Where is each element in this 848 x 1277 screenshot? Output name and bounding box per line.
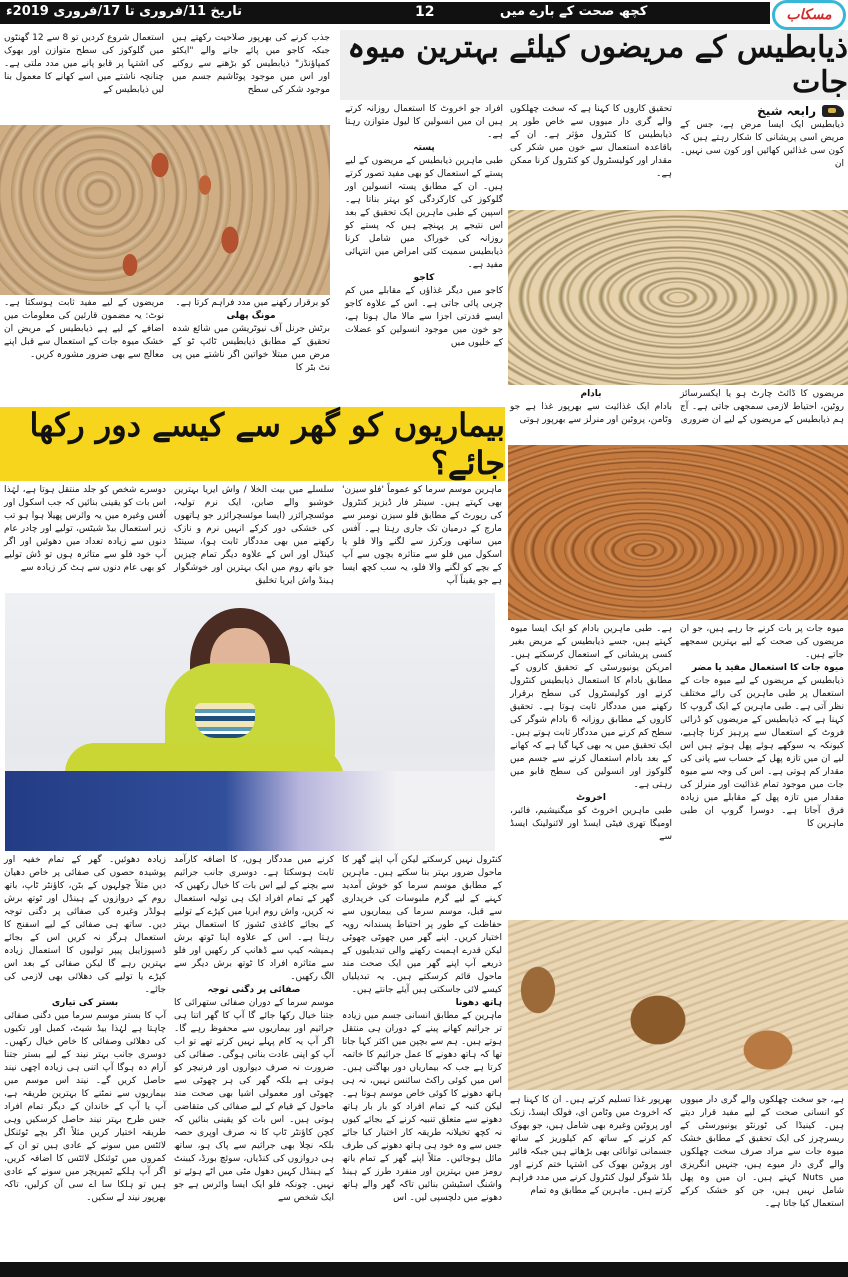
article1-column bbox=[510, 388, 672, 427]
subheading-useful-or-harmful: میوہ جات کا استعمال مفید یا مضر bbox=[691, 663, 844, 673]
article1-column bbox=[172, 297, 330, 375]
paragraph: سلسلے میں بیت الخلا / واش ایریا بہترین خوشبو والے صابن، ایک نرم تولیہ، موئسچرائزر (ایسا موئسچرائزر جو ہاتھوں کی خشکی دور کرکے انہیں نرم و نازک رکھنے میں بھی مددگار ثابت ہو)، سینٹڈ کینڈل اور اس کے علاوہ دیگر تمام چیزیں جو باتھ روم میں ایک بہترین اور خوشگوار ہینڈ واش ایریا تخلیق bbox=[174, 485, 334, 586]
walnuts-photo bbox=[508, 920, 848, 1090]
author-name: رابعہ شیخ bbox=[757, 104, 816, 118]
paragraph: دوسرے شخص کو جلد منتقل ہوتا ہے، لہٰذا اس بات کو یقینی بنائیں کہ جب اسکول اور آفس وغیرہ میں یہ وائرس پھیلا ہوا ہو تب زیر استعمال بیڈ شیٹس، تولیے اور چادر عام دنوں سے زیادہ تعداد میں دھوئیں اور اگر آپ خود فلو سے متاثرہ ہوں تو ڈش تولیے کو بھی عام دنوں سے ہٹ کر زیادہ سے bbox=[4, 485, 166, 573]
footer-bar bbox=[0, 1262, 848, 1277]
paragraph: مریضوں کا ڈائٹ چارٹ ہو یا ایکسرسائز روٹین، احتیاط لازمی سمجھی جاتی ہے۔ آج ہم ذیابطیس کے مریضوں کے لیے ان ضروری bbox=[680, 389, 844, 425]
paragraph: افراد جو اخروٹ کا استعمال روزانہ کرتے ہیں ان میں انسولین کا لیول متوازن رہتا ہے۔ bbox=[345, 104, 503, 140]
paragraph: کنٹرول نہیں کرسکتے لیکن آپ اپنے گھر کا ماحول ضرور بہتر بنا سکتے ہیں۔ ماہرین کے مطابق موسم سرما کو خوش آمدید کہنے کے لیے گرم ملبوسات کی خریداری سے قبل، موسم سرما کی بیماریوں سے حفاظت کے طور پر احتیاط پسندانہ رویہ اختیار کریں۔ اپنے گھر میں چھوٹی چھوٹی لیکن قدرے اہمیت رکھنے والی تبدیلیوں کے ذریعے آپ اپنے گھر میں ایک صحت مند ماحول قائم کرسکتے ہیں۔ یہ تبدیلیاں کیسے لائی جاسکتی ہیں آیئے جانتے ہیں۔ bbox=[342, 855, 502, 995]
photo-detail bbox=[195, 703, 255, 738]
paragraph: طبی ماہرین ذیابطیس کے مریضوں کے لیے پستے کے استعمال کو بھی مفید تصور کرتے ہیں۔ ان کے مطابق پستہ انسولین اور گلوکوز کی کارکردگی کو بہتر بناتا ہے۔ اسپین کے طبی ماہرین ایک تحقیق کے بعد اس نتیجے پر پہنچے ہیں کہ پستے کو روزانہ کی خوراک میں شامل کرنا ذیابطیس سمیت کئی امراض میں انتہائی مفید ہے۔ bbox=[345, 156, 503, 270]
logo-text: مسکاب bbox=[786, 7, 832, 23]
paragraph: تحقیق کاروں کا کہنا ہے کہ سخت چھلکوں والے گری دار میووں سے خاص طور پر ذیابطیس کا کنٹرول مؤثر ہے۔ ان کے باقاعدہ استعمال سے خون میں شکر کی مقدار اور کولیسٹرول کو کنٹرول کرنا ممکن ہے۔ bbox=[510, 104, 672, 179]
article2-column bbox=[174, 854, 334, 1205]
paragraph: بادام ایک غذائیت سے بھرپور غذا ہے جو وٹامن، پروٹین اور منرلز سے بھرپور ہوتی bbox=[510, 402, 672, 425]
subheading-almond: بادام bbox=[580, 389, 602, 399]
paragraph: جذب کرنے کی بھرپور صلاحیت رکھتے ہیں جبکہ کاجو میں پائے جانے والے "ایکٹو کمپاؤنڈز" ذیابطیس کو بڑھنے سے روکنے اور اس میں موجود پوٹاشیم جسم میں موجود شکر کی سطح bbox=[172, 33, 330, 95]
paragraph: ذیابطیس ایک ایسا مرض ہے، جس کے مریض اسی پریشانی کا شکار رہتے ہیں کہ کون سی غذائیں کھائیں اور کون سی نہیں۔ ان bbox=[680, 120, 844, 169]
subheading-pistachio: پستہ bbox=[413, 143, 435, 153]
peanuts-photo bbox=[0, 125, 330, 295]
article2-column bbox=[342, 484, 502, 588]
paragraph: استعمال شروع کردیں تو 8 سے 12 گھنٹوں میں گلوکوز کی سطح متوازن اور بھوک کی اشتہا پر قابو پانے میں مدد ملتی ہے۔ چنانچہ ناشتے میں اسے کھانے کا معمول بنا لیں ذیابطیس کے bbox=[4, 33, 164, 95]
paragraph: کرنے میں مددگار ہوں، کا اضافہ کارآمد ثابت ہوسکتا ہے۔ دوسری جانب جراثیم سے بچنے کے لیے اس بات کا خیال رکھیں کہ گھر کے تمام افراد ایک ہی تولیہ استعمال نہ کریں، واش روم ایریا میں کپڑے کے تولیے کے بجائے کاغذی ٹشوز کا استعمال بہتر رہتا ہے۔ اس کے علاوہ اپنا ٹوتھ برش ہمیشہ کیپ سے ڈھانپ کر رکھیں اور فلو سے متاثرہ افراد کا ٹوتھ برش دیگر سے الگ رکھیں۔ bbox=[174, 855, 334, 982]
byline bbox=[680, 103, 844, 119]
article1-column bbox=[680, 103, 844, 171]
article2-column bbox=[342, 854, 502, 1205]
subheading-walnut: اخروٹ bbox=[576, 793, 606, 803]
subheading-cashew: کاجو bbox=[413, 273, 435, 283]
article2-column bbox=[174, 484, 334, 588]
paragraph: ہے، جو سخت چھلکوں والے گری دار میووں کو انسانی صحت کے لیے مفید قرار دیتے ہیں۔ کینیڈا کی ٹورنٹو یونیورسٹی کے ریسرچرز کی ایک تحقیق کے مطابق خشک میوہ جات سے مراد صرف سخت چھلکوں والے گری دار میوے ہیں، جنہیں انگریزی میں Nuts کہتے ہیں۔ ان میں وہ پھل شامل نہیں ہیں، جن کو خشک کرکے استعمال کیا جاتا ہے۔ bbox=[680, 1095, 844, 1209]
editor-note: نوٹ: یہ مضمون قارئین کی معلومات میں اضافے کے لیے ہے ذیابطیس کے مریض ان خشک میوہ جات کے استعمال سے قبل اپنے معالج سے بھی ضرور مشورہ کریں۔ bbox=[4, 311, 164, 360]
page-number: 12 bbox=[415, 4, 435, 20]
article1-column bbox=[510, 1094, 672, 1198]
paragraph: بھرپور غذا تسلیم کرتے ہیں۔ ان کا کہنا ہے کہ اخروٹ میں وٹامن ای، فولک ایسڈ، زنک اور پروٹین وغیرہ بھی شامل ہیں، جو بھوک کم کرنے کے ساتھ کم کیلوریز کے ساتھ جسمانی توانائی بھی بڑھاتے ہیں جبکہ فائبر اور پروٹین بھوک کی اشتہا ختم کرنے اور بلڈ شوگر لیول کنٹرول کرنے میں مدد فراہم کرتے ہیں۔ ماہرین کے مطابق وہ تمام bbox=[510, 1095, 672, 1196]
subheading-bed: بستر کی تیاری bbox=[51, 998, 119, 1008]
photo-detail bbox=[5, 771, 495, 851]
paragraph: برٹش جرنل آف نیوٹریشن میں شائع شدہ تحقیق کے مطابق ذیابطیس ٹائپ ٹو کے مرض میں مبتلا خواتین اگر ناشتے میں پی نٹ بٹر کا bbox=[172, 324, 330, 373]
pistachios-photo bbox=[508, 210, 848, 385]
article2-headline: بیماریوں کو گھر سے کیسے دور رکھا جائے؟ bbox=[0, 407, 505, 481]
paragraph: کو برقرار رکھنے میں مدد فراہم کرتا ہے۔ bbox=[175, 298, 330, 308]
article1-column bbox=[510, 103, 672, 181]
article1-column bbox=[680, 388, 844, 427]
paragraph: موسم سرما کے دوران صفائی ستھرائی کا جتنا خیال رکھا جائے گا آپ کا گھر اتنا ہی جراثیم اور بیماریوں سے محفوظ رہے گا۔ اگر آپ یہ کام پہلے نہیں کرتے تھے تو اب آپ کو اپنی عادت بنانی ہوگی۔ صفائی کی ضرورت نہ صرف دیواروں اور فرنیچر کو ہوتی ہے بلکہ گھر کی ہر چھوٹی سے چھوٹی اور معمولی اشیا بھی صحت مند ماحول کے قیام کے لیے صفائی کی متقاضی ہوتی ہیں۔ اس بات کو یقینی بنائیں کہ کچن کاؤنٹر ٹاپ کا نہ صرف اوپری حصہ بلکہ نچلا بھی جراثیم سے پاک ہو، ساتھ ہی دروازوں کی کنڈیاں، سوئچ بورڈ، کیبنٹ کے ہینڈل کہیں دھول مٹی میں اٹے ہوئے تو نہیں۔ چونکہ فلو ایک ایسا وائرس ہے جو ایک شخص سے bbox=[174, 998, 334, 1203]
article1-column bbox=[345, 103, 503, 350]
paragraph: ذیابطیس کے مریضوں کے لیے میوہ جات کے استعمال پر طبی ماہرین کی رائے مختلف نظر آتی ہے۔ طبی ماہرین کے ایک گروپ کا کہنا ہے کہ ذیابطیس کے مریضوں کو ڈرائی فروٹ کے استعمال سے پرہیز کرنا چاہیے، کیونکہ یہ سوکھے ہوئے پھل ہوتے ہیں اس لیے ان میں تازہ پھل کے حساب سے پانی کی مقدار کم ہوتی ہے۔ اس کی وجہ سے میوہ جات میں موجود تمام غذائیت اور منرلز کی مقدار میں تازہ پھل کے مقابلے میں زیادہ فرق آجاتا ہے۔ دوسرا گروپ ان طبی ماہرین کا bbox=[680, 676, 844, 829]
article1-column bbox=[4, 297, 164, 362]
paragraph: ماہرین کے مطابق انسانی جسم میں زیادہ تر جراثیم کھانے پینے کے دوران ہی منتقل ہوتے ہیں۔ ہم سے بچپن میں اکثر کہا جاتا تھا کہ ہاتھ دھونے کا عمل جراثیم کا خاتمہ کرتا ہے جب کہ بیماریاں دور بھاگتی ہیں۔ اس میں کوئی راکٹ سائنس نہیں، نہ ہی ہاتھ دھونے کا کوئی خاص موسم ہوتا ہے۔ لیکن کنبہ کے تمام افراد کو بار بار ہاتھ دھونے سے متعلق تنبیہ کرنے کے بجائے کیوں نہ کچھ تخیلانہ طریقہ کار اختیار کیا جائے جس سے وہ خود ہی ہاتھ دھونے کی طرف مائل ہوجائیں۔ مثلاً اپنے گھر کے تمام باتھ رومز میں بہترین اور منفرد طرز کے ہینڈ واشنگ اسٹیشن بنائیں تاکہ گھر والے ہاتھ دھونے میں دلچسپی لیں۔ اس bbox=[342, 1011, 502, 1203]
article2-column bbox=[4, 484, 166, 575]
publication-logo bbox=[772, 0, 846, 30]
almonds-photo bbox=[508, 445, 848, 620]
masthead-bar bbox=[0, 2, 770, 24]
paragraph: مریضوں کے لیے مفید ثابت ہوسکتا ہے۔ bbox=[4, 298, 164, 308]
article1-headline: ذیابطیس کے مریضوں کیلئے بہترین میوہ جات bbox=[340, 30, 848, 100]
subheading-cleaning: صفائی پر دگنی توجہ bbox=[207, 985, 301, 995]
paragraph: میوہ جات پر بات کرنے جا رہے ہیں، جو ان مریضوں کی صحت کے لیے بہترین سمجھے جاتے ہیں۔ bbox=[680, 624, 844, 660]
paragraph: کاجو میں دیگر غذاؤں کے مقابلے میں کم چربی پائی جاتی ہے۔ اس کے علاوہ کاجو ایسے قدرتی اجزا سے مالا مال ہوتا ہے، جو خون میں موجود انسولین کو عضلات کے خلیوں میں bbox=[345, 286, 503, 348]
sick-woman-photo bbox=[5, 593, 495, 851]
section-title: کچھ صحت کے بارے میں bbox=[500, 4, 648, 19]
subheading-handwashing: ہاتھ دھونا bbox=[455, 998, 502, 1008]
article1-column bbox=[680, 1094, 844, 1211]
paragraph: زیادہ دھوئیں۔ گھر کے تمام خفیہ اور پوشیدہ حصوں کی صفائی پر خاص دھیان دیں مثلاً چولہوں کے بٹن، کاؤنٹر ٹاپ، باتھ روم کے دروازوں کے ہینڈل اور ٹوتھ برش ہولڈر وغیرہ کی صفائی پر دگنی توجہ دیں۔ ساتھ ہی صفائی کے لیے اسفنج کا استعمال ہرگز نہ کریں اس کے بجائے ڈسپوزایبل پیپر تولیوں کا استعمال زیادہ بہترین رہے گا لیکن صفائی کے بعد اس کپڑے یا تولیے کی دھلائی بھی لازمی کی جائے۔ bbox=[4, 855, 166, 995]
subheading-peanut: مونگ پھلی bbox=[226, 311, 276, 321]
paragraph: آپ کا بستر موسم سرما میں دگنی صفائی چاہتا ہے لہٰذا بیڈ شیٹ، کمبل اور تکیوں کی دھلائی وصفائی کا خاص خیال رکھیں۔ دوسری جانب بہتر نیند کے لیے بستر جتنا آرام دہ ہوگا آپ اتنی ہی زیادہ اچھی نیند حاصل کریں گے۔ نیند اس موسم میں بیماریوں سے نمٹنے کا بہترین طریقہ ہے، آپ یا آپ کے خاندان کے دیگر تمام افراد جس طرح بہتر نیند حاصل کرسکیں وہی طریقہ اختیار کریں مثلاً اگر بچے ٹوئنکل لائٹس میں سونے کے عادی ہیں تو ان کے کمروں میں ٹوئنکل لائٹس کا اضافہ کریں، اگر آپ ہلکے ٹمپریچر میں سونے کے عادی ہیں تو ہلکا سا اے سی آن کرلیں، تاکہ بھرپور نیند لے سکیں۔ bbox=[4, 1011, 166, 1203]
paragraph: ہے۔ طبی ماہرین بادام کو ایک ایسا میوہ کہتے ہیں، جسے ذیابطیس کے مریض بغیر کسی پریشانی کے استعمال کرسکتے ہیں۔ امریکن یونیورسٹی کے تحقیق کاروں کے مطابق بادام کا استعمال ذیابطیس کنٹرول کرنے اور کولیسٹرول کی سطح برقرار رکھنے میں مددگار ثابت ہوتا ہے۔ تحقیق کاروں کے مطابق روزانہ 6 بادام شوگر کی سطح کم کرنے میں مددگار ثابت ہوتے ہیں۔ ایک تحقیق میں یہ بھی کہا گیا ہے کہ کھانے کے بعد بادام استعمال کرنے سے جسم میں گلوکوز اور انسولین کی سطح قابو میں رہتی ہے۔ bbox=[510, 624, 673, 790]
article1-column bbox=[4, 32, 164, 97]
issue-date: تاریخ 11/فروری تا 17/فروری 2019ء bbox=[6, 4, 243, 19]
article1-column bbox=[510, 623, 672, 844]
paragraph: ماہرین موسم سرما کو عموماً 'فلو سیزن' بھی کہتے ہیں۔ سینٹر فار ڈیزیز کنٹرول کی رپورٹ کے مطابق فلو سیزن نومبر سے مارچ کے درمیان تک جاری رہتا ہے۔ آفس میں ساتھی ورکرز سے لگنے والا فلو یا اسکول میں فلو سے متاثرہ بچوں سے آپ کے بچے کو لگنے والا فلو، یہ سب کچھ ایسا ہے جو یقیناً آپ bbox=[342, 485, 502, 586]
article2-column bbox=[4, 854, 166, 1205]
paragraph: طبی ماہرین اخروٹ کو میگنیشیم، فائبر، اومیگا تھری فیٹی ایسڈ اور لائنولینک ایسڈ سے bbox=[510, 806, 672, 842]
pen-icon bbox=[822, 105, 844, 117]
article1-column bbox=[680, 623, 844, 831]
article1-column bbox=[172, 32, 330, 97]
